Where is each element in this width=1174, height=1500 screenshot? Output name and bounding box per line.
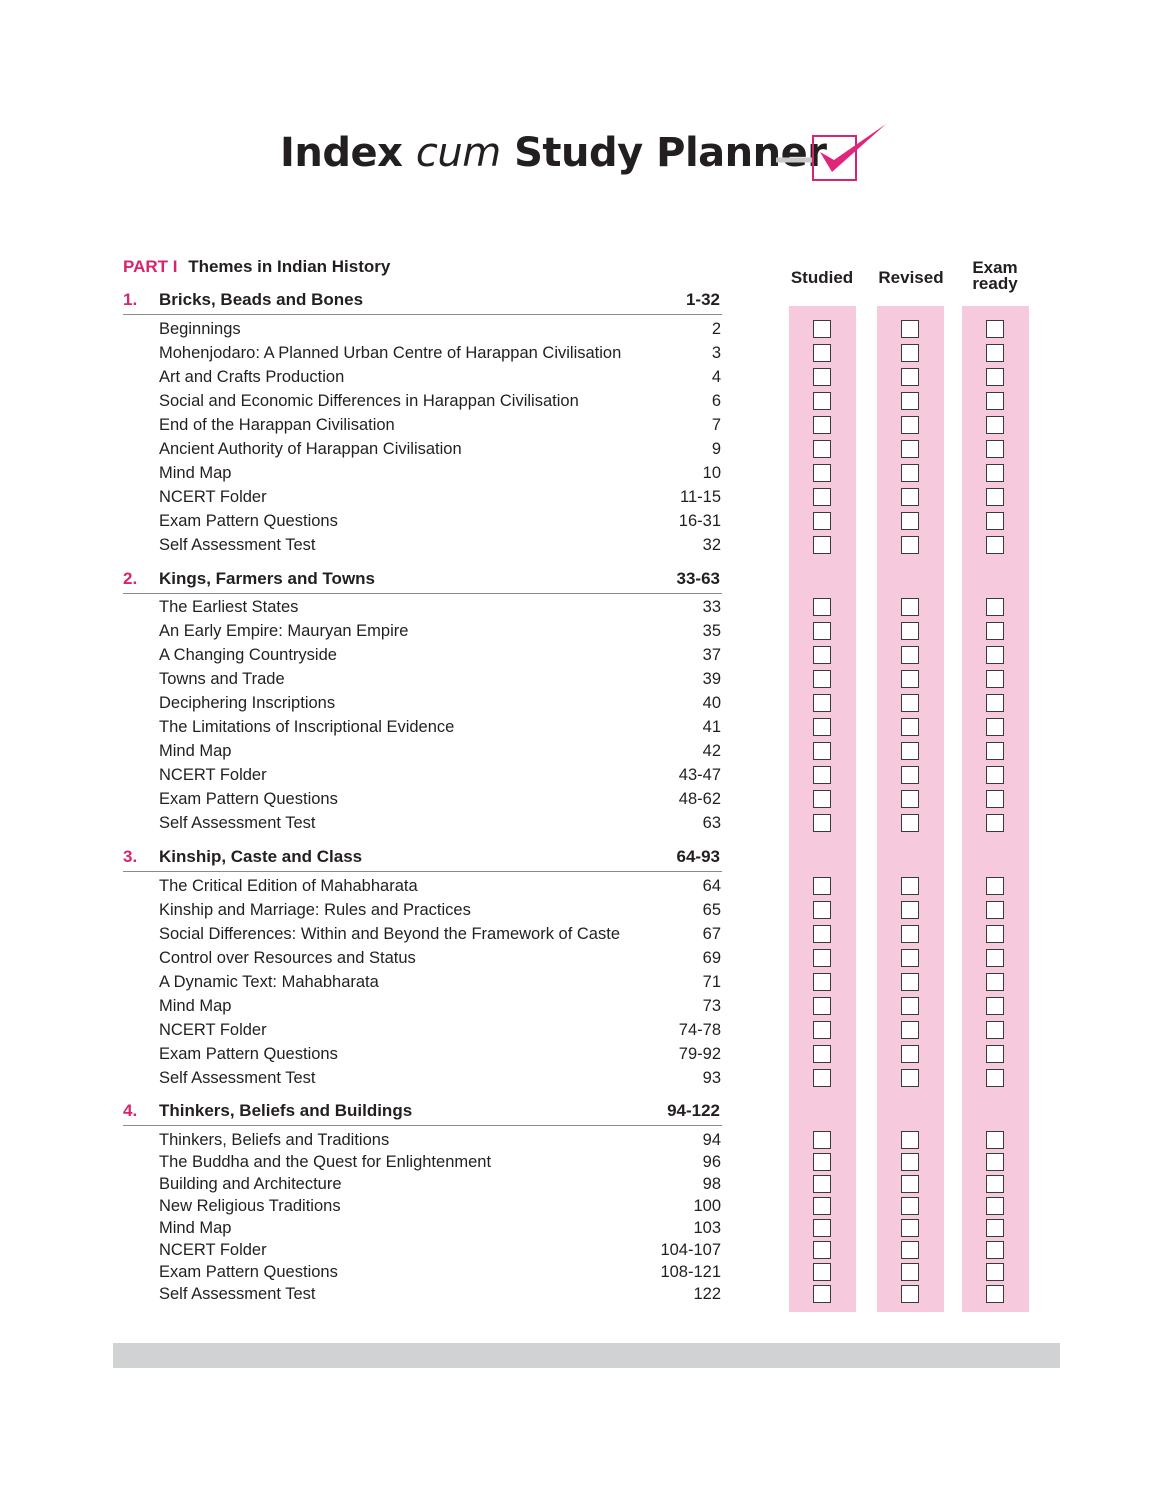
topic-page: 43-47 bbox=[678, 766, 721, 784]
topic-page: 7 bbox=[711, 416, 721, 434]
exam-ready-checkbox[interactable] bbox=[986, 1241, 1004, 1259]
chapter-heading bbox=[123, 845, 722, 872]
studied-checkbox[interactable] bbox=[813, 901, 831, 919]
topic-row bbox=[159, 534, 721, 556]
topic-title: The Critical Edition of Mahabharata bbox=[159, 877, 418, 895]
topic-page: 93 bbox=[702, 1069, 721, 1087]
part-title: Themes in Indian History bbox=[188, 257, 391, 276]
studied-checkbox[interactable] bbox=[813, 718, 831, 736]
topic-row bbox=[159, 692, 721, 714]
topic-row bbox=[159, 644, 721, 666]
topic-row bbox=[159, 1019, 721, 1041]
topic-page: 11-15 bbox=[680, 488, 721, 506]
revised-checkbox[interactable] bbox=[901, 814, 919, 832]
chapter-heading bbox=[123, 567, 722, 594]
exam-ready-checkbox[interactable] bbox=[986, 488, 1004, 506]
topic-row bbox=[159, 764, 721, 786]
studied-checkbox[interactable] bbox=[813, 949, 831, 967]
studied-checkbox[interactable] bbox=[813, 1285, 831, 1303]
exam-ready-checkbox[interactable] bbox=[986, 598, 1004, 616]
topic-page: 3 bbox=[711, 344, 721, 362]
studied-checkbox[interactable] bbox=[813, 1069, 831, 1087]
studied-checkbox[interactable] bbox=[813, 464, 831, 482]
topic-title: Self Assessment Test bbox=[159, 814, 316, 832]
topic-title: An Early Empire: Mauryan Empire bbox=[159, 622, 409, 640]
topic-page: 103 bbox=[693, 1219, 721, 1237]
studied-checkbox[interactable] bbox=[813, 488, 831, 506]
studied-checkbox[interactable] bbox=[813, 622, 831, 640]
topic-row bbox=[159, 438, 721, 460]
topic-row bbox=[159, 899, 721, 921]
part-label: PART I bbox=[123, 257, 178, 276]
revised-checkbox[interactable] bbox=[901, 670, 919, 688]
revised-checkbox[interactable] bbox=[901, 440, 919, 458]
exam-ready-checkbox[interactable] bbox=[986, 742, 1004, 760]
revised-checkbox[interactable] bbox=[901, 598, 919, 616]
exam-ready-checkbox[interactable] bbox=[986, 718, 1004, 736]
topic-row bbox=[159, 390, 721, 412]
exam-ready-checkbox[interactable] bbox=[986, 1045, 1004, 1063]
studied-checkbox[interactable] bbox=[813, 1045, 831, 1063]
topic-page: 10 bbox=[702, 464, 721, 482]
studied-checkbox[interactable] bbox=[813, 320, 831, 338]
topic-title: A Dynamic Text: Mahabharata bbox=[159, 973, 379, 991]
topic-title: End of the Harappan Civilisation bbox=[159, 416, 395, 434]
chapter-pages: 1-32 bbox=[685, 290, 720, 309]
revised-checkbox[interactable] bbox=[901, 392, 919, 410]
revised-checkbox[interactable] bbox=[901, 1045, 919, 1063]
revised-checkbox[interactable] bbox=[901, 368, 919, 386]
revised-checkbox[interactable] bbox=[901, 694, 919, 712]
topic-page: 104-107 bbox=[660, 1241, 721, 1259]
topic-row bbox=[159, 923, 721, 945]
topic-row bbox=[159, 947, 721, 969]
topic-row bbox=[159, 1067, 721, 1089]
topic-row bbox=[159, 812, 721, 834]
chapter-pages: 64-93 bbox=[676, 847, 720, 866]
chapter-number: 4. bbox=[123, 1101, 138, 1120]
topic-row bbox=[159, 366, 721, 388]
exam-ready-checkbox[interactable] bbox=[986, 1263, 1004, 1281]
exam-ready-checkbox[interactable] bbox=[986, 1197, 1004, 1215]
exam-ready-checkbox[interactable] bbox=[986, 440, 1004, 458]
studied-column-header: Studied bbox=[790, 268, 854, 287]
topic-row bbox=[159, 875, 721, 897]
topic-page: 64 bbox=[702, 877, 721, 895]
revised-checkbox[interactable] bbox=[901, 344, 919, 362]
revised-checkbox[interactable] bbox=[901, 766, 919, 784]
topic-title: Building and Architecture bbox=[159, 1175, 342, 1193]
topic-title: Thinkers, Beliefs and Traditions bbox=[159, 1131, 390, 1149]
topic-row bbox=[159, 1239, 721, 1261]
topic-page: 32 bbox=[702, 536, 721, 554]
topic-page: 33 bbox=[702, 598, 721, 616]
revised-checkbox[interactable] bbox=[901, 1197, 919, 1215]
exam-ready-checkbox[interactable] bbox=[986, 512, 1004, 530]
exam-ready-line-1: Exam bbox=[972, 258, 1018, 277]
exam-ready-checkbox[interactable] bbox=[986, 901, 1004, 919]
topic-title: Towns and Trade bbox=[159, 670, 285, 688]
exam-ready-checkbox[interactable] bbox=[986, 814, 1004, 832]
studied-checkbox[interactable] bbox=[813, 877, 831, 895]
revised-checkbox[interactable] bbox=[901, 1069, 919, 1087]
exam-ready-checkbox[interactable] bbox=[986, 416, 1004, 434]
topic-title: NCERT Folder bbox=[159, 766, 267, 784]
exam-ready-checkbox[interactable] bbox=[986, 464, 1004, 482]
studied-checkbox[interactable] bbox=[813, 1131, 831, 1149]
exam-ready-checkbox[interactable] bbox=[986, 790, 1004, 808]
studied-checkbox[interactable] bbox=[813, 1241, 831, 1259]
topic-row bbox=[159, 1129, 721, 1151]
exam-ready-line-2: ready bbox=[972, 274, 1018, 293]
studied-checkbox[interactable] bbox=[813, 646, 831, 664]
exam-ready-checkbox[interactable] bbox=[986, 766, 1004, 784]
topic-title: Mind Map bbox=[159, 742, 232, 760]
page-title bbox=[280, 130, 826, 176]
topic-title: Beginnings bbox=[159, 320, 241, 338]
studied-checkbox[interactable] bbox=[813, 670, 831, 688]
revised-checkbox[interactable] bbox=[901, 973, 919, 991]
topic-title: Social Differences: Within and Beyond the Framework of Caste bbox=[159, 925, 620, 943]
exam-ready-checkbox[interactable] bbox=[986, 925, 1004, 943]
exam-ready-checkbox[interactable] bbox=[986, 973, 1004, 991]
studied-checkbox[interactable] bbox=[813, 392, 831, 410]
exam-ready-column-header bbox=[950, 260, 1040, 292]
topic-title: Exam Pattern Questions bbox=[159, 512, 338, 530]
topic-title: The Buddha and the Quest for Enlightenment bbox=[159, 1153, 492, 1171]
exam-ready-checkbox[interactable] bbox=[986, 368, 1004, 386]
revised-checkbox[interactable] bbox=[901, 1285, 919, 1303]
topic-page: 41 bbox=[702, 718, 721, 736]
exam-ready-checkbox[interactable] bbox=[986, 1175, 1004, 1193]
studied-checkbox[interactable] bbox=[813, 1175, 831, 1193]
exam-ready-checkbox[interactable] bbox=[986, 694, 1004, 712]
title-rest: Study Planner bbox=[514, 130, 827, 176]
topic-title: Mind Map bbox=[159, 997, 232, 1015]
revised-checkbox[interactable] bbox=[901, 1175, 919, 1193]
topic-page: 37 bbox=[702, 646, 721, 664]
exam-ready-checkbox[interactable] bbox=[986, 1285, 1004, 1303]
chapter-number: 1. bbox=[123, 290, 138, 309]
revised-checkbox[interactable] bbox=[901, 512, 919, 530]
topic-title: Control over Resources and Status bbox=[159, 949, 416, 967]
studied-checkbox[interactable] bbox=[813, 997, 831, 1015]
topic-row bbox=[159, 510, 721, 532]
topic-row bbox=[159, 1173, 721, 1195]
topic-row bbox=[159, 1217, 721, 1239]
topic-page: 48-62 bbox=[678, 790, 721, 808]
chapter-title: Kings, Farmers and Towns bbox=[159, 569, 376, 588]
exam-ready-checkbox[interactable] bbox=[986, 536, 1004, 554]
topic-page: 2 bbox=[711, 320, 721, 338]
topic-title: Self Assessment Test bbox=[159, 1069, 316, 1087]
topic-title: Exam Pattern Questions bbox=[159, 790, 338, 808]
revised-checkbox[interactable] bbox=[901, 536, 919, 554]
topic-page: 39 bbox=[702, 670, 721, 688]
studied-checkbox[interactable] bbox=[813, 1021, 831, 1039]
revised-checkbox[interactable] bbox=[901, 1241, 919, 1259]
exam-ready-checkbox[interactable] bbox=[986, 1153, 1004, 1171]
studied-checkbox[interactable] bbox=[813, 742, 831, 760]
revised-checkbox[interactable] bbox=[901, 1153, 919, 1171]
topic-page: 35 bbox=[702, 622, 721, 640]
exam-ready-checkbox[interactable] bbox=[986, 1021, 1004, 1039]
chapter-title: Kinship, Caste and Class bbox=[159, 847, 363, 866]
topic-row bbox=[159, 788, 721, 810]
checkmark-box-icon bbox=[774, 120, 894, 186]
topic-page: 42 bbox=[702, 742, 721, 760]
topic-page: 9 bbox=[711, 440, 721, 458]
topic-page: 40 bbox=[702, 694, 721, 712]
studied-checkbox[interactable] bbox=[813, 536, 831, 554]
revised-checkbox[interactable] bbox=[901, 1131, 919, 1149]
topic-row bbox=[159, 1195, 721, 1217]
studied-checkbox[interactable] bbox=[813, 1153, 831, 1171]
topic-page: 100 bbox=[693, 1197, 721, 1215]
exam-ready-checkbox[interactable] bbox=[986, 320, 1004, 338]
topic-row bbox=[159, 1043, 721, 1065]
studied-checkbox[interactable] bbox=[813, 766, 831, 784]
chapter-title: Bricks, Beads and Bones bbox=[159, 290, 364, 309]
topic-row bbox=[159, 414, 721, 436]
topic-row bbox=[159, 486, 721, 508]
topic-title: Social and Economic Differences in Harappan Civilisation bbox=[159, 392, 579, 410]
topic-row bbox=[159, 971, 721, 993]
topic-page: 65 bbox=[702, 901, 721, 919]
exam-ready-checkbox[interactable] bbox=[986, 1131, 1004, 1149]
topic-row bbox=[159, 1151, 721, 1173]
topic-page: 74-78 bbox=[678, 1021, 721, 1039]
topic-page: 71 bbox=[702, 973, 721, 991]
exam-ready-checkbox[interactable] bbox=[986, 344, 1004, 362]
topic-title: NCERT Folder bbox=[159, 1241, 267, 1259]
revised-checkbox[interactable] bbox=[901, 1219, 919, 1237]
revised-checkbox[interactable] bbox=[901, 320, 919, 338]
exam-ready-checkbox[interactable] bbox=[986, 646, 1004, 664]
chapter-heading bbox=[123, 288, 722, 315]
topic-row bbox=[159, 740, 721, 762]
revised-checkbox[interactable] bbox=[901, 416, 919, 434]
topic-title: Mohenjodaro: A Planned Urban Centre of Harappan Civilisation bbox=[159, 344, 622, 362]
studied-checkbox[interactable] bbox=[813, 598, 831, 616]
topic-page: 79-92 bbox=[678, 1045, 721, 1063]
revised-checkbox[interactable] bbox=[901, 718, 919, 736]
topic-row bbox=[159, 1283, 721, 1305]
studied-checkbox[interactable] bbox=[813, 1263, 831, 1281]
revised-checkbox[interactable] bbox=[901, 790, 919, 808]
studied-checkbox[interactable] bbox=[813, 512, 831, 530]
exam-ready-checkbox[interactable] bbox=[986, 1069, 1004, 1087]
part-heading bbox=[123, 257, 390, 277]
topic-title: NCERT Folder bbox=[159, 488, 267, 506]
studied-checkbox[interactable] bbox=[813, 790, 831, 808]
topic-page: 108-121 bbox=[660, 1263, 721, 1281]
revised-checkbox[interactable] bbox=[901, 997, 919, 1015]
revised-checkbox[interactable] bbox=[901, 949, 919, 967]
topic-title: Ancient Authority of Harappan Civilisation bbox=[159, 440, 462, 458]
topic-title: Self Assessment Test bbox=[159, 536, 316, 554]
topic-page: 94 bbox=[702, 1131, 721, 1149]
revised-checkbox[interactable] bbox=[901, 901, 919, 919]
topic-row bbox=[159, 620, 721, 642]
footer-bar bbox=[113, 1343, 1060, 1368]
studied-checkbox[interactable] bbox=[813, 440, 831, 458]
topic-row bbox=[159, 1261, 721, 1283]
exam-ready-checkbox[interactable] bbox=[986, 1219, 1004, 1237]
topic-page: 63 bbox=[702, 814, 721, 832]
topic-page: 67 bbox=[702, 925, 721, 943]
studied-checkbox[interactable] bbox=[813, 694, 831, 712]
title-italic: cum bbox=[415, 130, 501, 176]
exam-ready-checkbox[interactable] bbox=[986, 997, 1004, 1015]
chapter-heading bbox=[123, 1099, 722, 1126]
topic-page: 16-31 bbox=[678, 512, 721, 530]
revised-checkbox[interactable] bbox=[901, 646, 919, 664]
topic-title: NCERT Folder bbox=[159, 1021, 267, 1039]
exam-ready-checkbox[interactable] bbox=[986, 622, 1004, 640]
chapter-number: 3. bbox=[123, 847, 138, 866]
topic-page: 122 bbox=[693, 1285, 721, 1303]
studied-checkbox[interactable] bbox=[813, 1197, 831, 1215]
topic-page: 96 bbox=[702, 1153, 721, 1171]
studied-checkbox[interactable] bbox=[813, 925, 831, 943]
exam-ready-checkbox[interactable] bbox=[986, 670, 1004, 688]
studied-checkbox[interactable] bbox=[813, 973, 831, 991]
studied-checkbox[interactable] bbox=[813, 814, 831, 832]
topic-row bbox=[159, 596, 721, 618]
topic-title: The Earliest States bbox=[159, 598, 299, 616]
topic-title: Deciphering Inscriptions bbox=[159, 694, 336, 712]
revised-checkbox[interactable] bbox=[901, 622, 919, 640]
topic-row bbox=[159, 462, 721, 484]
revised-column-header: Revised bbox=[878, 268, 944, 287]
exam-ready-checkbox[interactable] bbox=[986, 949, 1004, 967]
topic-title: Mind Map bbox=[159, 464, 232, 482]
topic-page: 6 bbox=[711, 392, 721, 410]
studied-checkbox[interactable] bbox=[813, 344, 831, 362]
chapter-pages: 33-63 bbox=[676, 569, 720, 588]
chapter-number: 2. bbox=[123, 569, 138, 588]
topic-title: Self Assessment Test bbox=[159, 1285, 316, 1303]
title-main: Index bbox=[280, 130, 403, 176]
revised-checkbox[interactable] bbox=[901, 1021, 919, 1039]
topic-title: The Limitations of Inscriptional Evidence bbox=[159, 718, 455, 736]
topic-title: Art and Crafts Production bbox=[159, 368, 345, 386]
topic-title: A Changing Countryside bbox=[159, 646, 337, 664]
revised-checkbox[interactable] bbox=[901, 464, 919, 482]
revised-checkbox[interactable] bbox=[901, 488, 919, 506]
studied-checkbox[interactable] bbox=[813, 368, 831, 386]
topic-page: 98 bbox=[702, 1175, 721, 1193]
topic-row bbox=[159, 318, 721, 340]
revised-checkbox[interactable] bbox=[901, 877, 919, 895]
exam-ready-checkbox[interactable] bbox=[986, 877, 1004, 895]
topic-page: 4 bbox=[711, 368, 721, 386]
studied-checkbox[interactable] bbox=[813, 1219, 831, 1237]
topic-row bbox=[159, 716, 721, 738]
revised-checkbox[interactable] bbox=[901, 925, 919, 943]
chapter-title: Thinkers, Beliefs and Buildings bbox=[159, 1101, 413, 1120]
revised-checkbox[interactable] bbox=[901, 742, 919, 760]
topic-title: New Religious Traditions bbox=[159, 1197, 341, 1215]
topic-row bbox=[159, 668, 721, 690]
topic-page: 69 bbox=[702, 949, 721, 967]
revised-checkbox[interactable] bbox=[901, 1263, 919, 1281]
topic-row bbox=[159, 995, 721, 1017]
topic-row bbox=[159, 342, 721, 364]
topic-page: 73 bbox=[702, 997, 721, 1015]
studied-checkbox[interactable] bbox=[813, 416, 831, 434]
topic-title: Exam Pattern Questions bbox=[159, 1263, 338, 1281]
topic-title: Mind Map bbox=[159, 1219, 232, 1237]
chapter-pages: 94-122 bbox=[667, 1101, 720, 1120]
topic-title: Exam Pattern Questions bbox=[159, 1045, 338, 1063]
exam-ready-checkbox[interactable] bbox=[986, 392, 1004, 410]
topic-title: Kinship and Marriage: Rules and Practices bbox=[159, 901, 471, 919]
